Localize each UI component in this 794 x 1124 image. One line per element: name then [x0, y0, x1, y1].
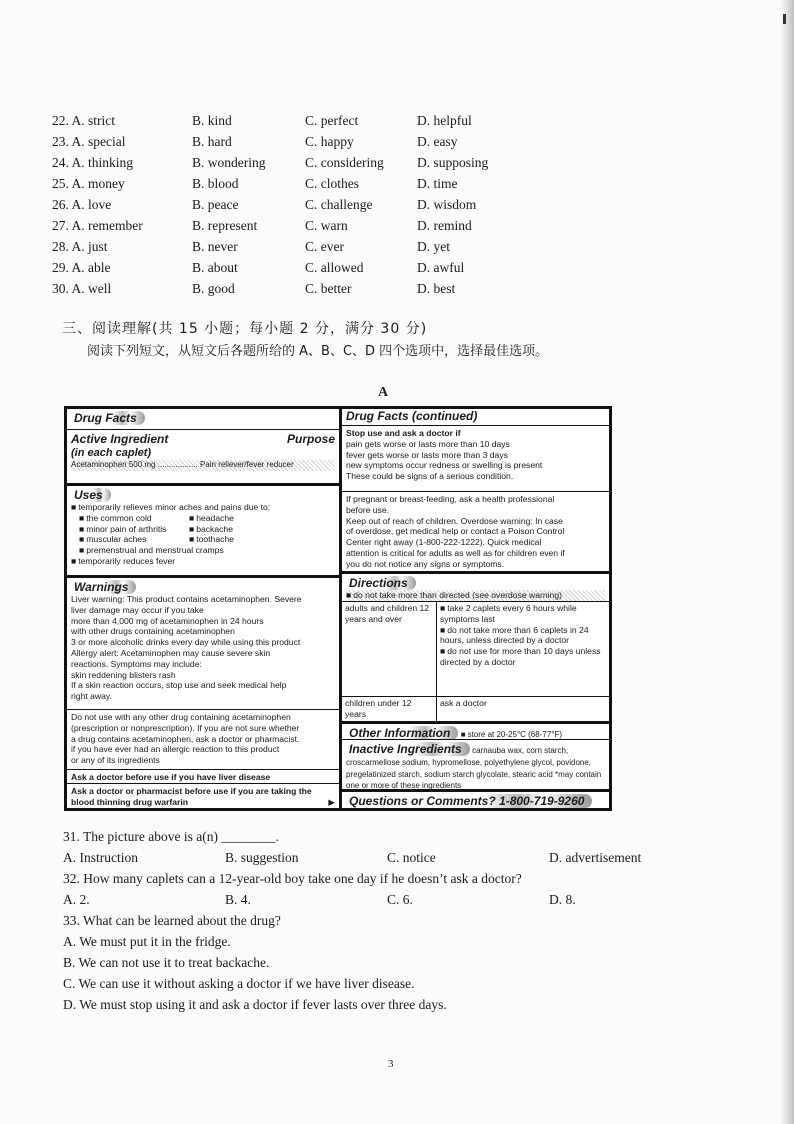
active-ingredient-row: Acetaminophen 500 mg .................. Pain reliever/fever reducer	[71, 460, 335, 471]
drug-facts-continued-title: Drug Facts (continued)	[346, 409, 478, 423]
option: B. 4.	[225, 892, 251, 907]
label-line: right away.	[71, 691, 112, 702]
label-line: more than 4,000 mg of acetaminophen in 24 hours	[71, 615, 264, 626]
cloze-option: 29. A. able	[52, 260, 111, 275]
label-left-column	[67, 409, 342, 808]
option: A. 2.	[63, 892, 90, 907]
do-not-use-text	[67, 709, 339, 769]
label-line: Keep out of reach of children. Overdose warning: In case	[346, 515, 563, 526]
label-line: Center right away (1-800-222-1222). Quick medical	[346, 537, 542, 548]
uses-intro: ■ temporarily relieves minor aches and pains due to:	[71, 502, 335, 513]
inactive-text: carnauba wax, corn starch, croscarmellose sodium, hypromellose, polyethylene glycol, povidone, pregelatinized starch, sodium starch glycolate, stearic acid *may contain one or more of these ingredients	[346, 746, 602, 791]
warnings-text	[71, 594, 335, 702]
cloze-option: 26. A. love	[52, 197, 112, 212]
label-line: attention is critical for adults as well as for children even if	[346, 547, 565, 558]
cloze-option-row	[52, 236, 612, 257]
question-options	[63, 889, 663, 910]
cloze-option: B. blood	[192, 176, 239, 191]
cloze-option: C. better	[305, 281, 352, 296]
label-line: 3 or more alcoholic drinks every day while using this product	[71, 637, 301, 648]
directions-note: ■ do not take more than directed (see overdose warning)	[346, 590, 605, 601]
label-line: If pregnant or breast-feeding, ask a health professional	[346, 494, 555, 504]
uses-item: ■ temporarily reduces fever	[71, 556, 335, 567]
label-line: before use.	[346, 504, 389, 515]
stop-use-text	[342, 425, 609, 489]
cloze-option: B. never	[192, 239, 238, 254]
cloze-option: B. about	[192, 260, 238, 275]
cloze-option: C. clothes	[305, 176, 359, 191]
cloze-option-row	[52, 215, 612, 236]
pregnant-overdose-text	[342, 491, 609, 569]
label-line: Do not use with any other drug containing acetaminophen	[71, 712, 291, 722]
drug-facts-label	[64, 406, 612, 811]
label-line: with other drugs containing acetaminophen	[71, 626, 235, 637]
active-ingredient-sub: (in each caplet)	[71, 447, 152, 459]
label-line: skin reddening blisters rash	[71, 669, 176, 680]
option: B. suggestion	[225, 850, 299, 865]
label-line: fever gets worse or lasts more than 3 days	[346, 449, 508, 460]
cloze-option-row	[52, 131, 612, 152]
cloze-option: 24. A. thinking	[52, 155, 134, 170]
cloze-option: C. happy	[305, 134, 354, 149]
uses-item: ■ minor pain of arthritis	[79, 524, 189, 535]
scan-edge-shadow	[780, 0, 794, 1124]
cloze-option: C. warn	[305, 218, 348, 233]
uses-item: ■ the common cold	[79, 513, 189, 524]
option: A. We must put it in the fridge.	[63, 934, 231, 949]
other-info-text: ■ store at 20-25°C (68-77°F)	[461, 730, 562, 739]
label-line: (prescription or nonprescription). If you are not sure whether	[71, 722, 300, 733]
label-line: or any of its ingredients	[71, 755, 160, 766]
question-stem: 33. What can be learned about the drug?	[63, 913, 281, 928]
cloze-option: D. best	[417, 281, 456, 296]
question-stem: 32. How many caplets can a 12-year-old boy take one day if he doesn’t ask a doctor?	[63, 871, 522, 886]
label-line: Liver warning: This product contains acetaminophen. Severe	[71, 594, 302, 604]
uses-item: ■ muscular aches	[79, 534, 189, 545]
option: D. advertisement	[549, 850, 642, 865]
cloze-option: B. kind	[192, 113, 232, 128]
cloze-option: B. peace	[192, 197, 239, 212]
cloze-option: D. easy	[417, 134, 458, 149]
uses-item: ■ premenstrual and menstrual cramps	[71, 545, 335, 556]
directions-title: Directions	[346, 576, 416, 590]
cloze-options	[52, 110, 612, 299]
cloze-option: C. challenge	[305, 197, 373, 212]
cloze-option: 27. A. remember	[52, 218, 143, 233]
option: D. We must stop using it and ask a doctor if fever lasts over three days.	[63, 997, 447, 1012]
uses-item: ■ toothache	[189, 534, 329, 545]
label-line: reactions. Symptoms may include:	[71, 658, 202, 669]
cloze-option-row	[52, 110, 612, 131]
cloze-option: 28. A. just	[52, 239, 108, 254]
label-line: Allergy alert: Acetaminophen may cause severe skin	[71, 647, 271, 658]
cloze-option: B. wondering	[192, 155, 266, 170]
directions-who: adults and children 12 years and over	[342, 602, 437, 696]
cloze-option-row	[52, 152, 612, 173]
cloze-option: D. yet	[417, 239, 450, 254]
option: D. 8.	[549, 892, 576, 907]
ask-doctor-text: Ask a doctor before use if you have liver disease	[67, 769, 339, 783]
label-line: If a skin reaction occurs, stop use and seek medical help	[71, 680, 287, 691]
cloze-option: B. represent	[192, 218, 258, 233]
option: B. We can not use it to treat backache.	[63, 955, 270, 970]
directions-what: ask a doctor	[437, 696, 609, 722]
cloze-option-row	[52, 173, 612, 194]
label-line: pain gets worse or lasts more than 10 days	[346, 438, 510, 449]
section-heading: 三、阅读理解(共 15 小题；每小题 2 分，满分 30 分)	[62, 321, 428, 337]
cloze-option: C. allowed	[305, 260, 364, 275]
label-line: These could be signs of a serious condition.	[346, 471, 514, 482]
cloze-option: 23. A. special	[52, 134, 126, 149]
inactive-title: Inactive Ingredients	[346, 742, 470, 756]
cloze-option-row	[52, 194, 612, 215]
uses-item: ■ headache	[189, 513, 329, 524]
label-line: new symptoms occur redness or swelling is present	[346, 460, 543, 471]
option: C. notice	[387, 850, 436, 865]
cloze-option: D. helpful	[417, 113, 472, 128]
cloze-option: 30. A. well	[52, 281, 112, 296]
warnings-title: Warnings	[71, 580, 136, 594]
directions-who: children under 12 years	[342, 696, 437, 722]
label-line: of overdose, get medical help or contact a Poison Control	[346, 526, 565, 537]
cloze-option: 25. A. money	[52, 176, 125, 191]
cloze-option: 22. A. strict	[52, 113, 115, 128]
scan-edge-mark	[783, 14, 786, 24]
questions-comments: Questions or Comments? 1-800-719-9260	[346, 794, 592, 808]
label-right-column	[342, 409, 609, 808]
cloze-option: D. time	[417, 176, 458, 191]
cloze-option: B. hard	[192, 134, 232, 149]
continued-arrow-icon: ▶	[328, 796, 335, 807]
cloze-option: D. supposing	[417, 155, 489, 170]
label-line: Stop use and ask a doctor if	[346, 428, 461, 438]
page-number: 3	[388, 1058, 394, 1070]
question-options	[63, 847, 663, 868]
cloze-option: C. perfect	[305, 113, 359, 128]
directions-what: ■ take 2 caplets every 6 hours while symptoms last ■ do not take more than 6 caplets in 24 hours, unless directed by a doctor ■ do not use for more than 10 days unless directed by a doctor	[437, 602, 609, 696]
cloze-option-row	[52, 278, 612, 299]
other-info-title: Other Information	[346, 726, 458, 740]
question-stem: 31. The picture above is a(n) ________.	[63, 829, 279, 844]
ask-pharmacist-text: Ask a doctor or pharmacist before use if you are taking the blood thinning drug warfarin ▶	[67, 783, 339, 809]
passage-letter: A	[378, 385, 389, 400]
question-list	[63, 826, 663, 1015]
active-ingredient-heading: Active Ingredient	[71, 432, 169, 446]
option: C. We can use it without asking a doctor if we have liver disease.	[63, 976, 415, 991]
uses-list	[71, 513, 335, 545]
uses-title: Uses	[71, 488, 111, 502]
cloze-option: D. remind	[417, 218, 472, 233]
drug-facts-title: Drug Facts	[71, 411, 145, 425]
cloze-option: B. good	[192, 281, 235, 296]
option: A. Instruction	[63, 850, 138, 865]
cloze-option-row	[52, 257, 612, 278]
label-line: a drug contains acetaminophen, ask a doctor or pharmacist.	[71, 733, 300, 744]
option: C. 6.	[387, 892, 413, 907]
uses-item: ■ backache	[189, 524, 329, 535]
cloze-option: D. wisdom	[417, 197, 477, 212]
section-instruction: 阅读下列短文，从短文后各题所给的 A、B、C、D 四个选项中，选择最佳选项。	[87, 344, 549, 359]
label-line: you do not notice any signs or symptoms.	[346, 558, 505, 569]
directions-table	[342, 601, 609, 722]
label-line: liver damage may occur if you take	[71, 604, 204, 615]
label-line: if you have ever had an allergic reaction to this product	[71, 744, 280, 755]
cloze-option: C. considering	[305, 155, 384, 170]
cloze-option: D. awful	[417, 260, 465, 275]
cloze-option: C. ever	[305, 239, 344, 254]
purpose-heading: Purpose	[286, 432, 335, 446]
